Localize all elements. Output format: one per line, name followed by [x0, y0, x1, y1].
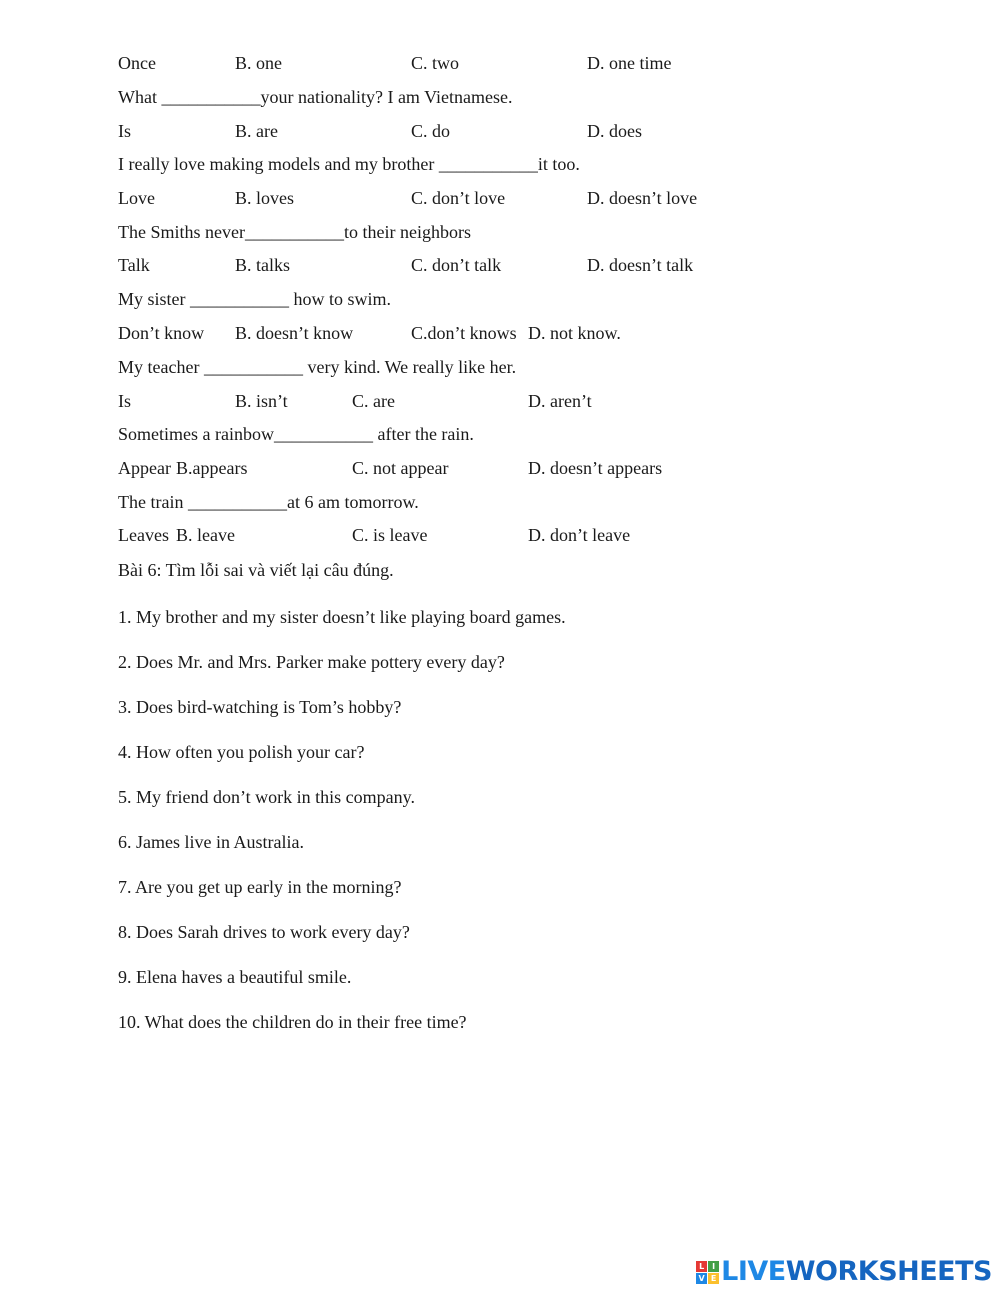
- option-a: Appear: [118, 458, 171, 478]
- option-b: B. leave: [176, 525, 235, 545]
- option-b: B. doesn’t know: [235, 323, 354, 343]
- option-a: Don’t know: [118, 323, 205, 343]
- logo-mark-tile: I: [708, 1261, 719, 1272]
- option-b: B. loves: [235, 188, 295, 208]
- option-a: Leaves: [118, 525, 169, 545]
- logo-text-live: LIVE: [721, 1256, 786, 1287]
- liveworksheets-logo: [696, 1257, 992, 1287]
- option-c: C. are: [352, 391, 395, 411]
- list-item: 7. Are you get up early in the morning?: [118, 877, 402, 897]
- option-c: C. two: [411, 53, 460, 73]
- option-d: D. doesn’t appears: [528, 458, 663, 478]
- list-item: 3. Does bird-watching is Tom’s hobby?: [118, 697, 402, 717]
- option-a: Love: [118, 188, 155, 208]
- question-text: I really love making models and my brother ___________it too.: [118, 154, 580, 174]
- option-a: Once: [118, 53, 156, 73]
- list-item: 4. How often you polish your car?: [118, 742, 365, 762]
- option-d: D. doesn’t talk: [587, 255, 694, 275]
- question-text: What ___________your nationality? I am Vietnamese.: [118, 87, 513, 107]
- option-c: C. don’t talk: [411, 255, 502, 275]
- logo-mark-tile: V: [696, 1273, 707, 1284]
- question-text: The train ___________at 6 am tomorrow.: [118, 492, 419, 512]
- list-item: 2. Does Mr. and Mrs. Parker make pottery every day?: [118, 652, 505, 672]
- question-text: The Smiths never___________to their neighbors: [118, 222, 471, 242]
- option-b: B. talks: [235, 255, 291, 275]
- option-d: D. one time: [587, 53, 672, 73]
- option-a: Talk: [118, 255, 150, 275]
- logo-mark-icon: [696, 1261, 719, 1284]
- option-c: C.don’t knows: [411, 323, 517, 343]
- option-c: C. is leave: [352, 525, 428, 545]
- option-d: D. don’t leave: [528, 525, 631, 545]
- option-d: D. doesn’t love: [587, 188, 698, 208]
- option-b: B.appears: [176, 458, 248, 478]
- option-c: C. not appear: [352, 458, 449, 478]
- option-b: B. one: [235, 53, 282, 73]
- logo-text-worksheets: WORKSHEETS: [785, 1256, 992, 1287]
- option-c: C. do: [411, 121, 451, 141]
- option-d: D. does: [587, 121, 642, 141]
- option-b: B. are: [235, 121, 278, 141]
- option-a: Is: [118, 391, 131, 411]
- question-text: My teacher ___________ very kind. We really like her.: [118, 357, 517, 377]
- question-text: Sometimes a rainbow___________ after the rain.: [118, 424, 474, 444]
- list-item: 1. My brother and my sister doesn’t like playing board games.: [118, 607, 566, 627]
- option-d: D. aren’t: [528, 391, 592, 411]
- question-text: My sister ___________ how to swim.: [118, 289, 392, 309]
- list-item: 6. James live in Australia.: [118, 832, 304, 852]
- option-b: B. isn’t: [235, 391, 288, 411]
- option-c: C. don’t love: [411, 188, 506, 208]
- logo-mark-tile: L: [696, 1261, 707, 1272]
- list-item: 5. My friend don’t work in this company.: [118, 787, 415, 807]
- section-title: Bài 6: Tìm lỗi sai và viết lại câu đúng.: [118, 560, 394, 580]
- list-item: 10. What does the children do in their free time?: [118, 1012, 467, 1032]
- list-item: 8. Does Sarah drives to work every day?: [118, 922, 410, 942]
- logo-mark-tile: E: [708, 1273, 719, 1284]
- option-a: Is: [118, 121, 131, 141]
- option-d: D. not know.: [528, 323, 621, 343]
- list-item: 9. Elena haves a beautiful smile.: [118, 967, 352, 987]
